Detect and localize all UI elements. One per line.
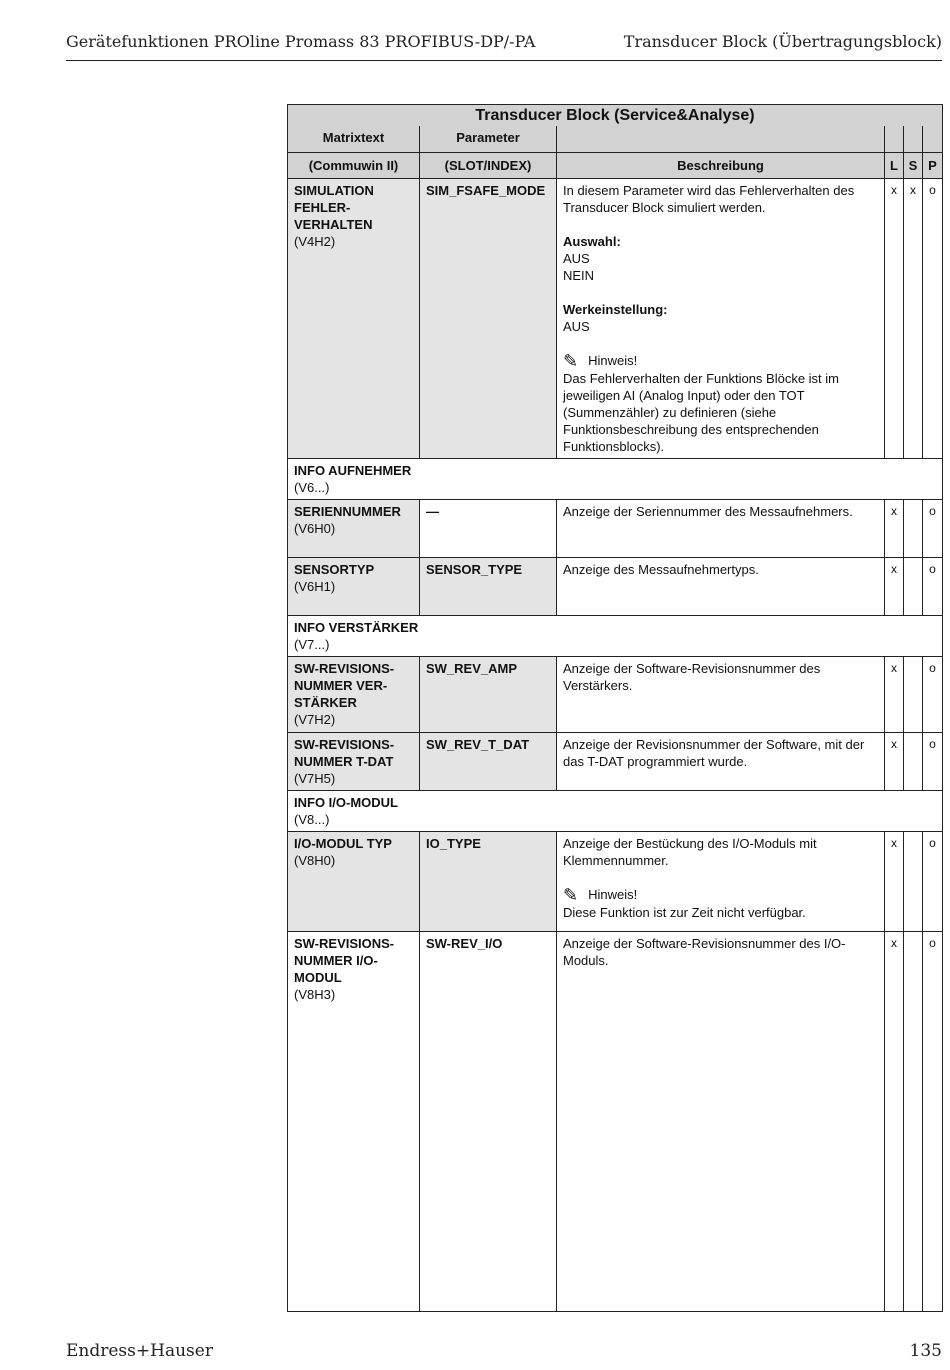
flag-l: x — [885, 500, 904, 558]
col-header-l: L — [885, 153, 904, 179]
matrix-name: SW-REVISIONS-NUMMER T-DAT — [294, 737, 395, 769]
col-header-parameter: Parameter — [420, 126, 557, 153]
flag-s — [904, 500, 923, 558]
default-label: Werkeinstellung: — [563, 302, 668, 317]
flag-p: o — [923, 932, 943, 1312]
col-header-p: P — [923, 153, 943, 179]
table-row — [288, 179, 943, 459]
running-header-section: Transducer Block (Übertragungsblock) — [623, 32, 942, 51]
col-header-s: S — [904, 153, 923, 179]
flag-p: o — [923, 657, 943, 733]
description: Anzeige der Seriennummer des Messaufnehmers. — [557, 500, 885, 558]
matrix-name: SENSORTYP — [294, 562, 375, 577]
running-header-title: Gerätefunktionen PROline Promass 83 PROFIBUS-DP/-PA — [66, 32, 536, 51]
col-header-matrixtext: Matrixtext — [288, 126, 420, 153]
section-code: (V6...) — [294, 480, 330, 495]
table-row — [288, 932, 943, 1312]
flag-s — [904, 832, 923, 932]
description: Anzeige der Software-Revisionsnummer des Verstärkers. — [557, 657, 885, 733]
parameter-name: — — [420, 500, 557, 558]
table-row — [288, 733, 943, 791]
matrix-code: (V8H3) — [294, 987, 336, 1002]
description: In diesem Parameter wird das Fehlerverhalten des Transducer Block simuliert werden. — [563, 183, 855, 215]
matrix-code: (V6H1) — [294, 579, 336, 594]
description: Anzeige der Software-Revisionsnummer des I/O-Moduls. — [557, 932, 885, 1312]
flag-p: o — [923, 500, 943, 558]
note-text: Das Fehlerverhalten der Funktions Blöcke ist im jeweiligen AI (Analog Input) oder den TOT (Summenzähler) zu definieren (siehe Funktionsbeschreibung des entsprechenden Funktionsblocks). — [563, 371, 840, 454]
table-row — [288, 832, 943, 932]
flag-l: x — [885, 733, 904, 791]
description: Anzeige der Bestückung des I/O-Moduls mit Klemmennummer. — [563, 836, 817, 868]
parameter-name: SW_REV_T_DAT — [420, 733, 557, 791]
flag-p: o — [923, 832, 943, 932]
table-row — [288, 657, 943, 733]
matrix-name: SW-REVISIONS-NUMMER VER-STÄRKER — [294, 661, 395, 710]
table-row — [288, 500, 943, 558]
pencil-note-icon: ✎ — [563, 885, 579, 905]
footer-brand: Endress+Hauser — [66, 1341, 213, 1361]
matrix-code: (V7H5) — [294, 771, 336, 786]
parameter-name: SW_REV_AMP — [420, 657, 557, 733]
flag-l: x — [885, 657, 904, 733]
parameter-name: SW-REV_I/O — [420, 932, 557, 1312]
parameter-name: SIM_FSAFE_MODE — [420, 179, 557, 459]
pencil-note-icon: ✎ — [563, 351, 579, 371]
matrix-name: SERIENNUMMER — [294, 504, 401, 519]
matrix-code: (V8H0) — [294, 853, 336, 868]
choice-option: NEIN — [563, 268, 595, 283]
matrix-code: (V7H2) — [294, 712, 336, 727]
flag-l: x — [885, 558, 904, 616]
parameter-name: SENSOR_TYPE — [420, 558, 557, 616]
section-row — [288, 791, 943, 832]
section-row — [288, 459, 943, 500]
flag-p: o — [923, 733, 943, 791]
matrix-code: (V4H2) — [294, 234, 336, 249]
flag-l: x — [885, 932, 904, 1312]
flag-s — [904, 733, 923, 791]
note-label: Hinweis! — [588, 353, 638, 368]
flag-s — [904, 657, 923, 733]
flag-l: x — [885, 832, 904, 932]
matrix-name: I/O-MODUL TYP — [294, 836, 392, 851]
description: Anzeige der Revisionsnummer der Software, mit der das T-DAT programmiert wurde. — [557, 733, 885, 791]
col-header-beschreibung: Beschreibung — [557, 153, 885, 179]
description: Anzeige des Messaufnehmertyps. — [557, 558, 885, 616]
note-text: Diese Funktion ist zur Zeit nicht verfügbar. — [563, 905, 806, 920]
section-row — [288, 616, 943, 657]
col-header-slot-index: (SLOT/INDEX) — [420, 153, 557, 179]
matrix-name: SW-REVISIONS-NUMMER I/O-MODUL — [294, 936, 395, 985]
flag-s — [904, 558, 923, 616]
col-header-commuwin: (Commuwin II) — [288, 153, 420, 179]
matrix-name: SIMULATION FEHLER-VERHALTEN — [294, 183, 374, 232]
flag-p: o — [923, 179, 943, 459]
transducer-block-table — [287, 104, 943, 1312]
flag-p: o — [923, 558, 943, 616]
flag-l: x — [885, 179, 904, 459]
matrix-code: (V6H0) — [294, 521, 336, 536]
flag-s — [904, 932, 923, 1312]
table-title: Transducer Block (Service&Analyse) — [288, 105, 943, 127]
header-rule — [66, 60, 942, 61]
default-value: AUS — [563, 319, 590, 334]
parameter-name: IO_TYPE — [420, 832, 557, 932]
table-row — [288, 558, 943, 616]
note-label: Hinweis! — [588, 887, 638, 902]
flag-s: x — [904, 179, 923, 459]
section-title: INFO AUFNEHMER — [294, 463, 412, 478]
section-title: INFO VERSTÄRKER — [294, 620, 419, 635]
section-title: INFO I/O-MODUL — [294, 795, 398, 810]
section-code: (V8...) — [294, 812, 330, 827]
choice-option: AUS — [563, 251, 590, 266]
choice-label: Auswahl: — [563, 234, 621, 249]
section-code: (V7...) — [294, 637, 330, 652]
page-number: 135 — [909, 1341, 942, 1361]
